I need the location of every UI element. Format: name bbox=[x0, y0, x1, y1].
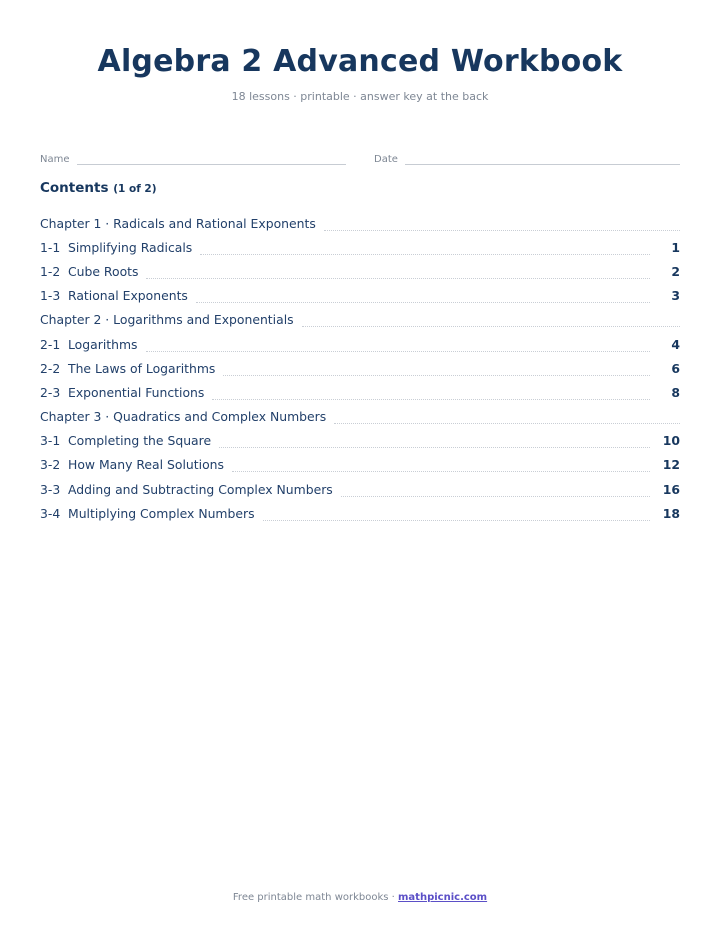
lesson-title: Cube Roots bbox=[68, 263, 139, 279]
footer-text: Free printable math workbooks · bbox=[232, 892, 399, 903]
footer bbox=[0, 892, 720, 903]
toc-chapter-row bbox=[40, 308, 680, 332]
page-number: 18 bbox=[662, 505, 680, 521]
table-of-contents bbox=[40, 211, 680, 525]
toc-lesson-row bbox=[40, 259, 680, 283]
toc-lesson-row bbox=[40, 429, 680, 453]
dot-leader bbox=[324, 222, 680, 231]
date-line[interactable] bbox=[405, 156, 680, 165]
lesson-number: 3-3 bbox=[40, 481, 61, 497]
lesson-title: Multiplying Complex Numbers bbox=[68, 505, 255, 521]
lesson-number: 2-3 bbox=[40, 384, 61, 400]
lesson-title: Exponential Functions bbox=[68, 384, 205, 400]
page-title: Algebra 2 Advanced Workbook bbox=[97, 44, 623, 79]
dot-leader bbox=[196, 294, 650, 303]
lesson-number: 3-2 bbox=[40, 457, 61, 473]
page-number: 3 bbox=[671, 288, 680, 304]
footer-link[interactable]: mathpicnic.com bbox=[398, 892, 488, 903]
dot-leader bbox=[212, 391, 650, 400]
dot-leader bbox=[223, 367, 650, 376]
name-line[interactable] bbox=[77, 156, 346, 165]
lesson-title: Adding and Subtracting Complex Numbers bbox=[68, 481, 333, 497]
lesson-number: 1-2 bbox=[40, 263, 61, 279]
page-number: 4 bbox=[671, 336, 680, 352]
lesson-title: How Many Real Solutions bbox=[68, 457, 224, 473]
lesson-number: 2-1 bbox=[40, 336, 61, 352]
lesson-number: 1-1 bbox=[40, 239, 61, 255]
dot-leader bbox=[146, 270, 650, 279]
toc-lesson-row bbox=[40, 477, 680, 501]
chapter-title: Chapter 1 · Radicals and Rational Exponents bbox=[40, 215, 316, 231]
lesson-number: 3-4 bbox=[40, 505, 61, 521]
page-subtitle: 18 lessons · printable · answer key at the back bbox=[231, 90, 489, 103]
lesson-title: The Laws of Logarithms bbox=[68, 360, 216, 376]
lesson-number: 3-1 bbox=[40, 433, 61, 449]
toc-lesson-row bbox=[40, 332, 680, 356]
lesson-number: 1-3 bbox=[40, 288, 61, 304]
toc-chapter-row bbox=[40, 405, 680, 429]
page-number: 1 bbox=[671, 239, 680, 255]
dot-leader bbox=[302, 318, 680, 327]
dot-leader bbox=[341, 488, 650, 497]
page-number: 10 bbox=[662, 433, 680, 449]
dot-leader bbox=[334, 415, 680, 424]
lesson-title: Rational Exponents bbox=[68, 288, 188, 304]
toc-lesson-row bbox=[40, 235, 680, 259]
chapter-title: Chapter 2 · Logarithms and Exponentials bbox=[40, 312, 294, 328]
lesson-number: 2-2 bbox=[40, 360, 61, 376]
dot-leader bbox=[200, 246, 650, 255]
dot-leader bbox=[219, 439, 650, 448]
contents-heading bbox=[40, 180, 157, 196]
lesson-title: Simplifying Radicals bbox=[68, 239, 193, 255]
toc-lesson-row bbox=[40, 380, 680, 404]
toc-chapter-row bbox=[40, 211, 680, 235]
toc-lesson-row bbox=[40, 356, 680, 380]
lesson-title: Logarithms bbox=[68, 336, 138, 352]
toc-lesson-row bbox=[40, 453, 680, 477]
page-number: 16 bbox=[662, 481, 680, 497]
lesson-title: Completing the Square bbox=[68, 433, 212, 449]
contents-title: Contents bbox=[40, 180, 109, 196]
toc-lesson-row bbox=[40, 501, 680, 525]
dot-leader bbox=[263, 512, 650, 521]
toc-lesson-row bbox=[40, 284, 680, 308]
dot-leader bbox=[232, 463, 650, 472]
chapter-title: Chapter 3 · Quadratics and Complex Numbers bbox=[40, 409, 327, 425]
page-number: 6 bbox=[671, 360, 680, 376]
page-number: 12 bbox=[662, 457, 680, 473]
contents-part: (1 of 2) bbox=[113, 183, 157, 195]
page-number: 8 bbox=[671, 384, 680, 400]
page-number: 2 bbox=[671, 263, 680, 279]
name-label: Name bbox=[40, 154, 70, 165]
date-field[interactable] bbox=[374, 154, 680, 165]
date-label: Date bbox=[374, 154, 398, 165]
name-field[interactable] bbox=[40, 154, 346, 165]
dot-leader bbox=[146, 343, 651, 352]
